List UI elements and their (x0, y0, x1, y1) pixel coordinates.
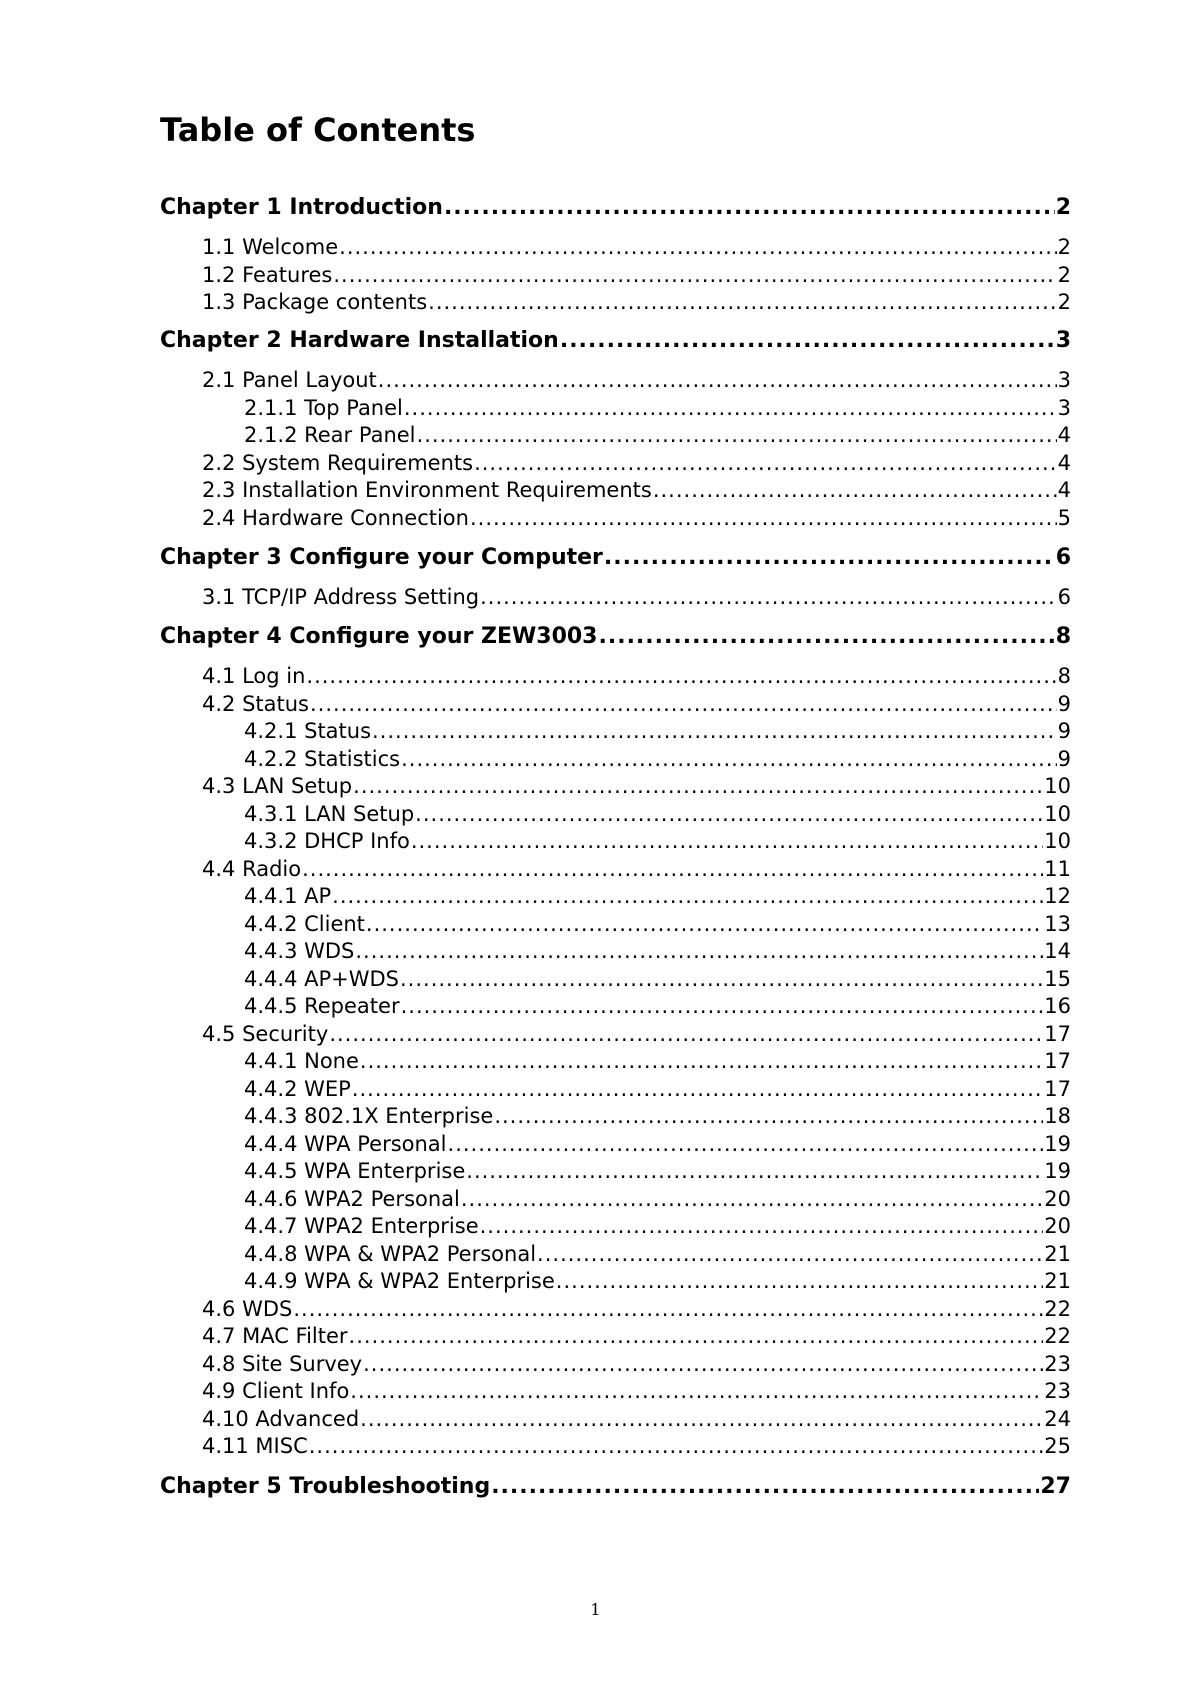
toc-subsection-4-4-5[interactable] (244, 991, 1071, 1021)
toc-label: 4.4.4 WPA Personal (244, 1132, 447, 1156)
toc-page-number: 14 (1044, 939, 1071, 963)
toc-label: Chapter 4 Configure your ZEW3003 (160, 624, 598, 649)
toc-page-number: 9 (1057, 747, 1071, 771)
toc-page-number: 2 (1055, 195, 1071, 220)
toc-chapter-2[interactable] (160, 326, 1071, 356)
toc-subsection-2-1-1[interactable] (244, 393, 1071, 423)
toc-subsection-4-2-1[interactable] (244, 716, 1071, 746)
toc-label: Chapter 2 Hardware Installation (160, 328, 559, 353)
toc-label: 4.4.5 WPA Enterprise (244, 1159, 466, 1183)
page-title: Table of Contents (160, 111, 476, 149)
dot-leader (310, 689, 1057, 719)
dot-leader (417, 420, 1057, 450)
toc-page-number: 20 (1044, 1214, 1071, 1238)
toc-section-2-1[interactable] (202, 365, 1071, 395)
toc-label: 4.6 WDS (202, 1297, 293, 1321)
toc-page-number: 12 (1044, 884, 1071, 908)
dot-leader (491, 1472, 1039, 1502)
toc-page-number: 24 (1044, 1407, 1071, 1431)
toc-section-4-9[interactable] (202, 1376, 1071, 1406)
toc-chapter-5[interactable] (160, 1472, 1071, 1502)
toc-page-number: 10 (1044, 774, 1071, 798)
toc-label: 4.4.1 None (244, 1049, 359, 1073)
dot-leader (480, 582, 1057, 612)
toc-page-number: 8 (1055, 624, 1071, 649)
toc-label: 4.3.2 DHCP Info (244, 829, 410, 853)
toc-section-4-8[interactable] (202, 1349, 1071, 1379)
dot-leader (404, 393, 1057, 423)
toc-subsection-4-5-wpa-enterprise[interactable] (244, 1156, 1071, 1186)
footer-page-number: 1 (590, 1600, 601, 1619)
toc-label: 4.3.1 LAN Setup (244, 802, 415, 826)
dot-leader (599, 622, 1055, 652)
toc-page-number: 3 (1055, 328, 1071, 353)
toc-page-number: 9 (1057, 692, 1071, 716)
toc-page-number: 4 (1057, 478, 1071, 502)
dot-leader (428, 287, 1056, 317)
toc-label: 4.4 Radio (202, 857, 302, 881)
toc-label: Chapter 1 Introduction (160, 195, 443, 220)
toc-label: 4.4.3 802.1X Enterprise (244, 1104, 494, 1128)
toc-label: 4.4.6 WPA2 Personal (244, 1187, 460, 1211)
toc-page-number: 23 (1044, 1352, 1071, 1376)
toc-page-number: 6 (1057, 585, 1071, 609)
toc-page-number: 20 (1044, 1187, 1071, 1211)
toc-label: 4.2.1 Status (244, 719, 372, 743)
toc-page-number: 17 (1044, 1077, 1071, 1101)
dot-leader (360, 1046, 1043, 1076)
toc-label: Chapter 5 Troubleshooting (160, 1474, 491, 1499)
toc-label: 4.4.2 WEP (244, 1077, 351, 1101)
toc-page-number: 15 (1044, 967, 1071, 991)
toc-section-4-6[interactable] (202, 1294, 1071, 1324)
dot-leader (415, 799, 1043, 829)
dot-leader (461, 1184, 1043, 1214)
dot-leader (400, 964, 1043, 994)
toc-page-number: 2 (1057, 235, 1071, 259)
dot-leader (353, 771, 1043, 801)
toc-chapter-1[interactable] (160, 193, 1071, 223)
toc-page-number: 19 (1044, 1132, 1071, 1156)
toc-label: 4.4.8 WPA & WPA2 Personal (244, 1242, 537, 1266)
toc-label: 4.4.3 WDS (244, 939, 355, 963)
toc-page-number: 6 (1055, 545, 1071, 570)
toc-subsection-4-4-1[interactable] (244, 881, 1071, 911)
toc-page-number: 10 (1044, 829, 1071, 853)
dot-leader (333, 260, 1056, 290)
dot-leader (444, 193, 1055, 223)
dot-leader (350, 1376, 1043, 1406)
dot-leader (329, 1019, 1043, 1049)
toc-label: 2.1.1 Top Panel (244, 396, 403, 420)
toc-page-number: 2 (1057, 290, 1071, 314)
toc-label: 4.11 MISC (202, 1434, 308, 1458)
toc-label: 4.8 Site Survey (202, 1352, 363, 1376)
toc-page-number: 21 (1044, 1269, 1071, 1293)
dot-leader (309, 1431, 1044, 1461)
dot-leader (560, 326, 1055, 356)
toc-subsection-4-5-8021x[interactable] (244, 1101, 1071, 1131)
toc-subsection-4-5-wep[interactable] (244, 1074, 1071, 1104)
toc-label: 4.10 Advanced (202, 1407, 360, 1431)
toc-label: 2.2 System Requirements (202, 451, 474, 475)
dot-leader (474, 448, 1057, 478)
toc-section-4-7[interactable] (202, 1321, 1071, 1351)
dot-leader (302, 854, 1043, 884)
toc-subsection-4-3-2[interactable] (244, 826, 1071, 856)
toc-section-1-1[interactable] (202, 232, 1071, 262)
toc-page-number: 18 (1044, 1104, 1071, 1128)
toc-subsection-4-2-2[interactable] (244, 744, 1071, 774)
dot-leader (349, 1321, 1044, 1351)
toc-page-number: 22 (1044, 1324, 1071, 1348)
dot-leader (352, 1074, 1043, 1104)
toc-label: 4.2.2 Statistics (244, 747, 401, 771)
toc-subsection-4-5-wpa2-personal[interactable] (244, 1184, 1071, 1214)
toc-page-number: 17 (1044, 1049, 1071, 1073)
toc-label: 4.2 Status (202, 692, 309, 716)
toc-page-number: 3 (1057, 368, 1071, 392)
toc-label: 4.9 Client Info (202, 1379, 350, 1403)
dot-leader (480, 1211, 1044, 1241)
dot-leader (306, 661, 1056, 691)
dot-leader (332, 881, 1043, 911)
toc-page-number: 10 (1044, 802, 1071, 826)
toc-page-number: 21 (1044, 1242, 1071, 1266)
toc-subsection-4-5-wpa-wpa2-enterprise[interactable] (244, 1266, 1071, 1296)
toc-section-4-5[interactable] (202, 1019, 1071, 1049)
toc-section-4-10[interactable] (202, 1404, 1071, 1434)
dot-leader (401, 991, 1044, 1021)
toc-page-number: 13 (1044, 912, 1071, 936)
toc-subsection-4-5-none[interactable] (244, 1046, 1071, 1076)
dot-leader (470, 503, 1057, 533)
dot-leader (604, 543, 1055, 573)
toc-chapter-3[interactable] (160, 543, 1071, 573)
toc-page-number: 4 (1057, 451, 1071, 475)
toc-page-number: 11 (1044, 857, 1071, 881)
toc-section-2-2[interactable] (202, 448, 1071, 478)
dot-leader (378, 365, 1057, 395)
toc-subsection-4-4-2[interactable] (244, 909, 1071, 939)
toc-label: 4.1 Log in (202, 664, 306, 688)
dot-leader (466, 1156, 1043, 1186)
toc-page-number: 25 (1044, 1434, 1071, 1458)
toc-page-number: 8 (1057, 664, 1071, 688)
toc-label: 1.2 Features (202, 263, 333, 287)
dot-leader (494, 1101, 1043, 1131)
dot-leader (653, 475, 1057, 505)
dot-leader (401, 744, 1057, 774)
dot-leader (355, 936, 1043, 966)
toc-label: 3.1 TCP/IP Address Setting (202, 585, 480, 609)
toc-label: 4.4.5 Repeater (244, 994, 400, 1018)
toc-label: 4.7 MAC Filter (202, 1324, 348, 1348)
toc-page-number: 3 (1057, 396, 1071, 420)
toc-chapter-4[interactable] (160, 622, 1071, 652)
toc-page-number: 27 (1040, 1474, 1071, 1499)
toc-label: 2.3 Installation Environment Requirements (202, 478, 652, 502)
toc-section-4-3[interactable] (202, 771, 1071, 801)
toc-section-4-4[interactable] (202, 854, 1071, 884)
toc-page-number: 19 (1044, 1159, 1071, 1183)
dot-leader (372, 716, 1057, 746)
toc-page-number: 17 (1044, 1022, 1071, 1046)
dot-leader (363, 1349, 1043, 1379)
toc-section-2-4[interactable] (202, 503, 1071, 533)
dot-leader (556, 1266, 1043, 1296)
dot-leader (339, 232, 1056, 262)
toc-page-number: 4 (1057, 423, 1071, 447)
toc-subsection-2-1-2[interactable] (244, 420, 1071, 450)
dot-leader (448, 1129, 1044, 1159)
toc-section-1-2[interactable] (202, 260, 1071, 290)
toc-subsection-4-5-wpa-wpa2-personal[interactable] (244, 1239, 1071, 1269)
toc-label: 4.4.7 WPA2 Enterprise (244, 1214, 479, 1238)
toc-section-3-1[interactable] (202, 582, 1071, 612)
toc-page-number: 5 (1057, 506, 1071, 530)
toc-label: Chapter 3 Configure your Computer (160, 545, 603, 570)
dot-leader (537, 1239, 1043, 1269)
toc-label: 4.4.4 AP+WDS (244, 967, 399, 991)
toc-section-4-2[interactable] (202, 689, 1071, 719)
toc-section-4-11[interactable] (202, 1431, 1071, 1461)
toc-label: 4.4.2 Client (244, 912, 365, 936)
toc-label: 1.1 Welcome (202, 235, 339, 259)
toc-page-number: 16 (1044, 994, 1071, 1018)
dot-leader (366, 909, 1043, 939)
toc-page-number: 9 (1057, 719, 1071, 743)
toc-section-4-1[interactable] (202, 661, 1071, 691)
toc-label: 4.3 LAN Setup (202, 774, 353, 798)
toc-label: 2.1 Panel Layout (202, 368, 377, 392)
toc-label: 1.3 Package contents (202, 290, 428, 314)
toc-page-number: 2 (1057, 263, 1071, 287)
toc-section-2-3[interactable] (202, 475, 1071, 505)
toc-subsection-4-4-3[interactable] (244, 936, 1071, 966)
dot-leader (293, 1294, 1043, 1324)
toc-subsection-4-3-1[interactable] (244, 799, 1071, 829)
toc-subsection-4-4-4[interactable] (244, 964, 1071, 994)
dot-leader (360, 1404, 1043, 1434)
toc-label: 4.5 Security (202, 1022, 329, 1046)
dot-leader (411, 826, 1043, 856)
toc-subsection-4-5-wpa2-enterprise[interactable] (244, 1211, 1071, 1241)
toc-label: 2.1.2 Rear Panel (244, 423, 416, 447)
toc-page-number: 22 (1044, 1297, 1071, 1321)
toc-page-number: 23 (1044, 1379, 1071, 1403)
toc-label: 4.4.9 WPA & WPA2 Enterprise (244, 1269, 555, 1293)
toc-section-1-3[interactable] (202, 287, 1071, 317)
toc-subsection-4-5-wpa-personal[interactable] (244, 1129, 1071, 1159)
toc-label: 2.4 Hardware Connection (202, 506, 469, 530)
toc-label: 4.4.1 AP (244, 884, 332, 908)
